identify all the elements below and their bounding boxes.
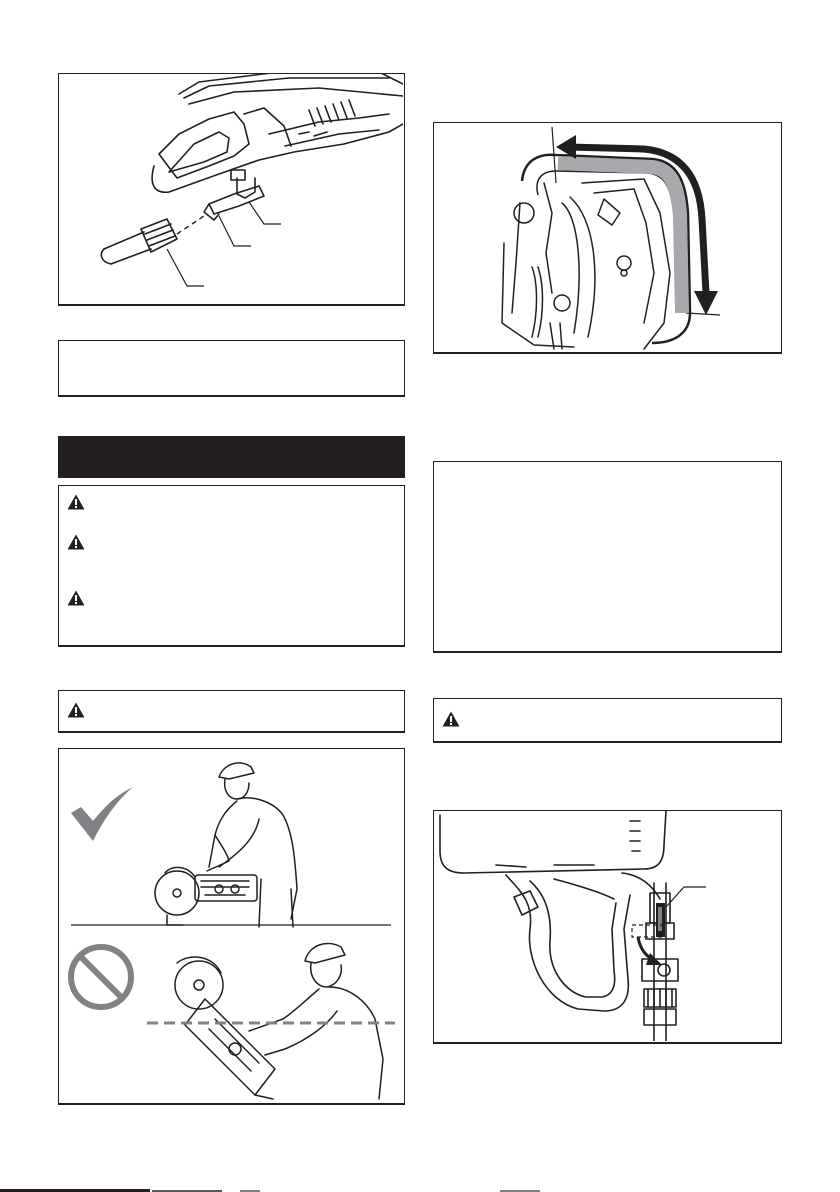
warning-triangle-icon	[67, 494, 85, 510]
warning-box-small-right	[433, 698, 782, 743]
figure-handle-range	[433, 122, 782, 354]
warning-box	[58, 485, 405, 647]
warning-box-small-left	[58, 690, 405, 733]
figure-posture	[58, 748, 405, 1105]
front-handle-grip-range-illustration	[434, 123, 780, 351]
water-hose-connection-illustration	[59, 74, 403, 303]
notice-box-left	[58, 340, 405, 397]
water-valve-lever-illustration	[434, 811, 780, 1041]
section-header	[58, 436, 405, 478]
warning-triangle-icon	[67, 534, 85, 550]
warning-triangle-icon	[442, 711, 460, 727]
figure-water-connection	[58, 73, 405, 306]
check-mark-icon	[71, 787, 133, 841]
notice-box-right	[433, 461, 782, 653]
page-edge-strip	[0, 1184, 840, 1192]
warning-triangle-icon	[67, 702, 85, 718]
figure-water-valve	[433, 810, 782, 1044]
prohibited-icon	[71, 947, 131, 1007]
operator-posture-illustration	[59, 749, 403, 1101]
warning-triangle-icon	[67, 590, 85, 606]
